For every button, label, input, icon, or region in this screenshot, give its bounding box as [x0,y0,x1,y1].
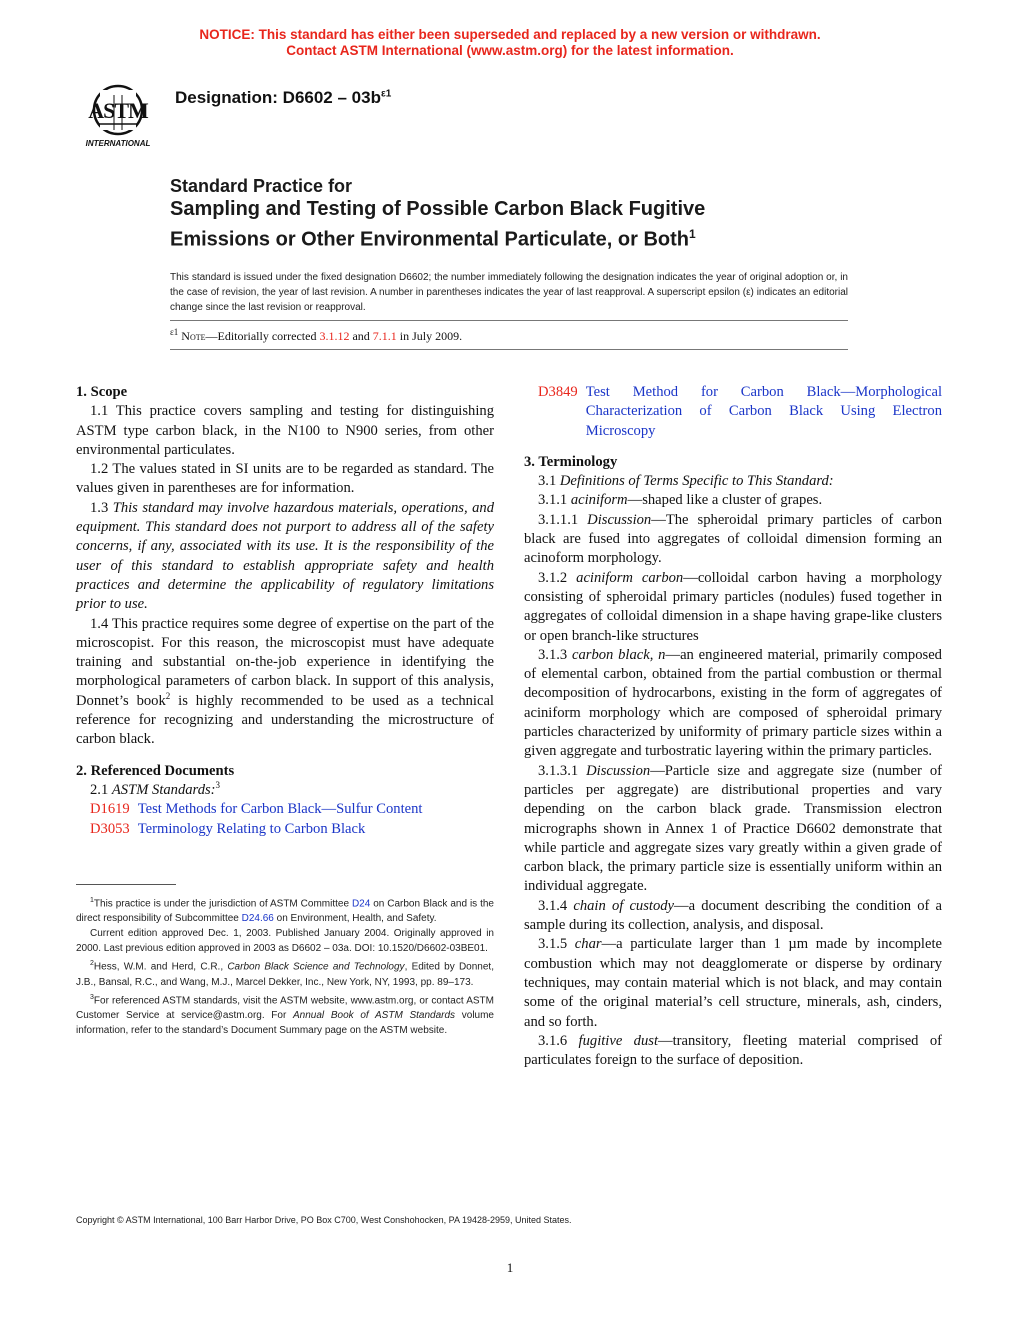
note-link-7-1-1[interactable]: 7.1.1 [372,329,397,343]
para-2-1-num: 2.1 [90,781,112,798]
para-1-3 [76,499,494,615]
notice-line-2: Contact ASTM International (www.astm.org) for the latest information. [286,43,734,58]
ref-title[interactable]: Test Methods for Carbon Black—Sulfur Content [137,801,423,818]
fn3-text-a: For referenced ASTM standards, visit the ASTM website, www.astm.org, or contact ASTM Customer Service at service@astm.org. For [76,994,494,1021]
def-num: 3.1.1.1 [538,511,588,528]
astm-logo [76,80,160,150]
def-text: —The spheroidal primary particles of carbon black are fused into aggregates of colloidal dimension forming an acinoform morphology. [524,511,942,567]
def-text: —Particle size and aggregate size (number of particles per aggregate) are distributional properties and vary depending on the carbon black grade. Transmission electron micrographs shown in Annex 1 of Practice D6602 demonstrate that while particle and aggregate sizes vary greatly within a given grade of carbon black, the primary particle size is essentially uniform within an individual aggregate. [524,762,942,895]
fn1-link-d24-66[interactable]: D24.66 [241,913,274,925]
para-1-3-num: 1.3 [90,499,113,516]
withdrawal-notice [0,27,1020,59]
def-text: —a document describing the condition of a sample during its collection, analysis, and disposal. [524,897,943,934]
note-label: Note [181,329,206,343]
def-term: chain of custody [573,897,675,914]
fn2-sup: 2 [90,960,94,968]
def-term: fugitive dust [578,1032,658,1049]
def-num: 3.1.2 [538,569,577,586]
fn2-text-a: Hess, W.M. and Herd, C.R., [93,961,228,973]
def-text: —shaped like a cluster of grapes. [627,492,823,509]
left-column [76,383,494,839]
fn1-text-c: on Environment, Health, and Safety. [273,913,437,925]
fn3-text-b: volume information, refer to the standard’s Document Summary page on the ASTM website. [76,1009,494,1036]
def-term: aciniform carbon [576,569,684,586]
editorial-note [170,329,462,344]
divider-bottom [170,349,848,350]
def-num: 3.1.5 [538,936,575,953]
para-3-1-text: Definitions of Terms Specific to This Standard: [559,473,834,490]
para-3-1-num: 3.1 [538,473,560,490]
def-3-1-1-1 [524,511,942,569]
footnote-3 [76,990,494,1038]
def-text: —an engineered material, primarily composed of elemental carbon, obtained from the partial combustion or thermal decomposition of hydrocarbons, existing in the form of aggregates of aciniform morphology which are composed of spheroidal primary particles characterized by uniformity of primary particle sizes within a given aggregate and turbostratic layering within the primary particles. [524,646,942,760]
para-1-3-text: This standard may involve hazardous materials, operations, and equipment. This standard does not purport to address all of the safety concerns, if any, associated with its use. It is the responsibility of the user of this standard to establish appropriate safety and health practices and determine the applicability of regulatory limitations prior to use. [76,499,494,613]
svg-text:ASTM: ASTM [88,98,148,123]
def-num: 3.1.3.1 [538,762,587,779]
right-column [524,383,942,1070]
para-1-4-text-a: 1.4 This practice requires some degree of expertise on the part of the microscopist. For this reason, the microscopist must have adequate training and substantial on-the-job experience in identifying the morphological parameters of carbon black. In support of this analysis, Donnet’s book [76,615,494,709]
notice-line-1: NOTICE: This standard has either been superseded and replaced by a new version or withdrawn. [199,27,821,42]
ref-title[interactable]: Terminology Relating to Carbon Black [137,820,366,837]
fn2-text-b: , Edited by Donnet, J.B., Bansal, R.C., and Wang, M.J., Marcel Dekker, Inc., New York, NY, 1993, pp. 89–173. [76,961,494,988]
document-title [170,175,870,253]
fn1-link-d24[interactable]: D24 [351,898,371,910]
def-text: —colloidal carbon having a morphology consisting of spheroidal primary particles (nodules) fused together in aggregates of colloidal dimension in a shape having grape-like clusters or open branch-like structures [524,569,942,644]
def-term: carbon black, n [571,646,666,663]
issuance-statement: This standard is issued under the fixed designation D6602; the number immediately following the designation indicates the year of original adoption or, in the case of revision, the year of last revision. A number in parentheses indicates the year of last reapproval. A superscript epsilon (ε) indicates an editorial change since the last revision or reapproval. [170,272,848,313]
designation-sup: ε1 [380,88,392,100]
def-3-1-3 [524,646,942,762]
ref-code[interactable]: D3053 [90,820,130,837]
def-term: Discussion [586,762,651,779]
note-text-a: —Editorially corrected [205,329,320,343]
ref-code[interactable]: D1619 [90,801,130,818]
def-num: 3.1.6 [538,1032,579,1049]
note-text-c: in July 2009. [396,329,463,343]
footnote-1 [76,893,494,926]
referenced-heading: 2. Referenced Documents [76,762,235,779]
fn1-text-a: This practice is under the jurisdiction of ASTM Committee [93,898,352,910]
designation-label: Designation: D6602 – 03b [175,88,381,107]
note-text-b: and [349,329,373,343]
copyright-line: Copyright © ASTM International, 100 Barr Harbor Drive, PO Box C700, West Conshohocken, PA 19428-2959, United States. [76,1215,572,1225]
title-line-2: Sampling and Testing of Possible Carbon Black Fugitive [170,198,706,220]
def-3-1-3-1 [524,762,942,897]
def-term: char [574,936,602,953]
note-link-3-1-12[interactable]: 3.1.12 [319,329,350,343]
scope-heading: 1. Scope [76,384,128,400]
para-3-1 [524,472,942,491]
def-num: 3.1.4 [538,897,574,914]
def-term: aciniform [570,492,628,509]
ref-d1619[interactable] [76,800,494,819]
ref-d3053[interactable] [76,820,494,839]
para-2-1 [76,781,494,800]
fn1-text-b: on Carbon Black and is the direct responsibility of Subcommittee [76,898,494,925]
note-sup: ε1 [170,327,179,337]
para-2-1-sup: 3 [215,780,221,791]
def-text: —transitory, fleeting material comprised of particulates foreign to the surface of deposition. [524,1032,942,1069]
para-1-2: 1.2 The values stated in SI units are to be regarded as standard. The values given in parentheses are for information. [76,461,494,497]
def-term: Discussion [587,511,652,528]
title-line-1: Standard Practice for [170,176,353,196]
title-line-3: Emissions or Other Environmental Particulate, or Both [170,228,689,251]
ref-code[interactable]: D3849 [538,384,578,400]
fn2-italic: Carbon Black Science and Technology [227,961,405,973]
footnote-2 [76,956,494,989]
ref-title[interactable]: Test Method for Carbon Black—Morphological Characterization of Carbon Black Using Electron Microscopy [585,384,942,439]
def-3-1-1 [524,491,942,510]
para-1-1: 1.1 This practice covers sampling and testing for distinguishing ASTM type carbon black, in the N100 to N900 series, from other environmental particulates. [76,403,494,458]
def-text: —a particulate larger than 1 µm made by incomplete combustion which may not deagglomerate or disperse by ordinary techniques, may contain material which is not black, and may contain some of the original material’s cell structure, minerals, ash, cinders, and so forth. [524,936,942,1030]
astm-international-logo-icon [76,80,160,150]
fn3-sup: 3 [90,993,94,1001]
fn1-sup: 1 [90,897,94,904]
def-num: 3.1.3 [538,646,572,663]
def-3-1-2 [524,569,942,646]
para-1-4-sup: 2 [165,690,171,701]
para-1-4-text-b: is highly recommended to be used as a technical reference for recognizing and understanding the microstructure of carbon black. [76,692,494,748]
terminology-heading: 3. Terminology [524,453,618,470]
title-sup: 1 [689,227,696,241]
page-number: 1 [506,1260,514,1275]
para-2-1-text: ASTM Standards: [111,781,216,798]
def-num: 3.1.1 [538,492,571,509]
footnote-divider [76,884,176,885]
divider-top [170,320,848,321]
para-1-4 [76,615,494,750]
ref-d3849[interactable] [524,383,942,441]
designation [175,88,391,108]
footnote-1-edition: Current edition approved Dec. 1, 2003. Published January 2004. Originally approved in 2000. Last previous edition approved in 2003 as D6602 – 03a. DOI: 10.1520/D6602-03BE01. [76,928,494,955]
footnotes [76,893,494,1038]
def-3-1-6 [524,1032,942,1071]
def-3-1-4 [524,897,942,936]
def-3-1-5 [524,935,942,1031]
fn3-italic: Annual Book of ASTM Standards [293,1009,456,1021]
logo-text: INTERNATIONAL [85,139,151,148]
